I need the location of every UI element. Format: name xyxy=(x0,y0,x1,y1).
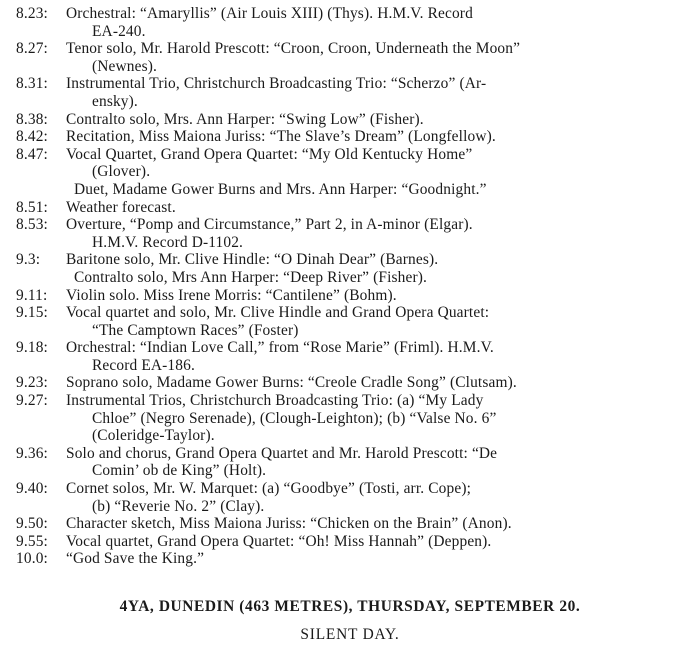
entry-continuation: Comin’ ob de King” (Holt). xyxy=(92,462,267,480)
entry-text: Instrumental Trios, Christchurch Broadcasting Trio: (a) “My Lady xyxy=(66,392,484,410)
entry-text: Contralto solo, Mrs. Ann Harper: “Swing Low” (Fisher). xyxy=(66,110,424,128)
programme-entry xyxy=(16,75,684,110)
programme-entry xyxy=(16,515,684,533)
entry-time: 9.11: xyxy=(16,286,48,304)
entry-time: 10.0: xyxy=(16,550,48,568)
entry-text: Character sketch, Miss Maiona Juriss: “Chicken on the Brain” (Anon). xyxy=(66,515,512,533)
programme-entry xyxy=(16,269,684,287)
programme-entry xyxy=(16,111,684,129)
entry-text: Recitation, Miss Maiona Juriss: “The Slave’s Dream” (Longfellow). xyxy=(66,128,496,146)
entry-continuation: (b) “Reverie No. 2” (Clay). xyxy=(92,497,265,515)
entry-text: Duet, Madame Gower Burns and Mrs. Ann Harper: “Goodnight.” xyxy=(74,180,487,198)
programme-entry xyxy=(16,128,684,146)
entry-text: Vocal Quartet, Grand Opera Quartet: “My Old Kentucky Home” xyxy=(66,145,473,163)
silent-day-heading: SILENT DAY. xyxy=(300,626,400,643)
entry-text: Instrumental Trio, Christchurch Broadcasting Trio: “Scherzo” (Ar- xyxy=(66,75,487,93)
entry-text: Violin solo. Miss Irene Morris: “Cantilene” (Bohm). xyxy=(66,286,397,304)
programme-entry xyxy=(16,40,684,75)
entry-text: Vocal quartet and solo, Mr. Clive Hindle and Grand Opera Quartet: xyxy=(66,304,490,322)
entry-time: 9.3: xyxy=(16,251,41,269)
entry-text: “God Save the King.” xyxy=(66,550,205,568)
entry-time: 8.27: xyxy=(16,40,48,58)
entry-continuation: Record EA-186. xyxy=(92,356,195,374)
entry-time: 8.38: xyxy=(16,110,48,128)
entry-time: 8.23: xyxy=(16,5,48,22)
entry-text: Baritone solo, Mr. Clive Hindle: “O Dinah Dear” (Barnes). xyxy=(66,251,439,269)
entry-time: 8.53: xyxy=(16,216,48,234)
entry-text: Vocal quartet, Grand Opera Quartet: “Oh! Miss Hannah” (Deppen). xyxy=(66,532,492,550)
entry-continuation: “The Camptown Races” (Foster) xyxy=(92,321,299,339)
entry-time: 9.23: xyxy=(16,374,48,392)
entry-time: 9.36: xyxy=(16,444,48,462)
programme-entry xyxy=(16,374,684,392)
entry-time: 9.40: xyxy=(16,480,48,498)
entry-continuation: ensky). xyxy=(92,92,138,110)
programme-entry xyxy=(16,550,684,568)
programme-entry xyxy=(16,146,684,181)
entry-time: 9.18: xyxy=(16,339,48,357)
entry-continuation: EA-240. xyxy=(92,22,146,40)
entry-time: 8.47: xyxy=(16,145,48,163)
entry-time: 9.50: xyxy=(16,515,48,533)
programme-entry xyxy=(16,199,684,217)
entry-time: 8.31: xyxy=(16,75,48,93)
entry-continuation: Chloe” (Negro Serenade), (Clough-Leighton); (b) “Valse No. 6” xyxy=(92,409,497,427)
entry-text: Tenor solo, Mr. Harold Prescott: “Croon, Croon, Underneath the Moon” xyxy=(66,40,521,58)
entry-text: Solo and chorus, Grand Opera Quartet and Mr. Harold Prescott: “De xyxy=(66,444,498,462)
entry-text: Weather forecast. xyxy=(66,198,176,216)
entry-continuation: (Glover). xyxy=(92,163,151,181)
entry-time: 9.55: xyxy=(16,532,48,550)
entry-text: Soprano solo, Madame Gower Burns: “Creole Cradle Song” (Clutsam). xyxy=(66,374,517,392)
entry-text: Orchestral: “Amaryllis” (Air Louis XIII) (Thys). H.M.V. Record xyxy=(66,5,473,22)
programme-entry xyxy=(16,304,684,339)
entry-time: 8.42: xyxy=(16,128,48,146)
programme-entry xyxy=(16,339,684,374)
entry-text: Overture, “Pomp and Circumstance,” Part 2, in A-minor (Elgar). xyxy=(66,216,473,234)
programme-entry xyxy=(16,216,684,251)
entry-time: 9.27: xyxy=(16,392,48,410)
programme-entry xyxy=(16,533,684,551)
programme-list xyxy=(16,5,684,568)
programme-entry xyxy=(16,5,684,40)
entry-text: Cornet solos, Mr. W. Marquet: (a) “Goodbye” (Tosti, arr. Cope); xyxy=(66,480,472,498)
programme-entry xyxy=(16,287,684,305)
entry-continuation: H.M.V. Record D-1102. xyxy=(92,233,244,251)
entry-continuation: (Coleridge-Taylor). xyxy=(92,427,215,445)
entry-text: Contralto solo, Mrs Ann Harper: “Deep River” (Fisher). xyxy=(74,268,428,286)
station-heading: 4YA, DUNEDIN (463 METRES), THURSDAY, SEPTEMBER 20. xyxy=(119,598,581,615)
entry-continuation: (Newnes). xyxy=(92,57,158,75)
entry-text: Orchestral: “Indian Love Call,” from “Rose Marie” (Friml). H.M.V. xyxy=(66,339,494,357)
programme-entry xyxy=(16,480,684,515)
programme-entry xyxy=(16,181,684,199)
programme-entry xyxy=(16,392,684,445)
entry-time: 9.15: xyxy=(16,304,48,322)
entry-time: 8.51: xyxy=(16,198,48,216)
programme-entry xyxy=(16,445,684,480)
programme-entry xyxy=(16,251,684,269)
